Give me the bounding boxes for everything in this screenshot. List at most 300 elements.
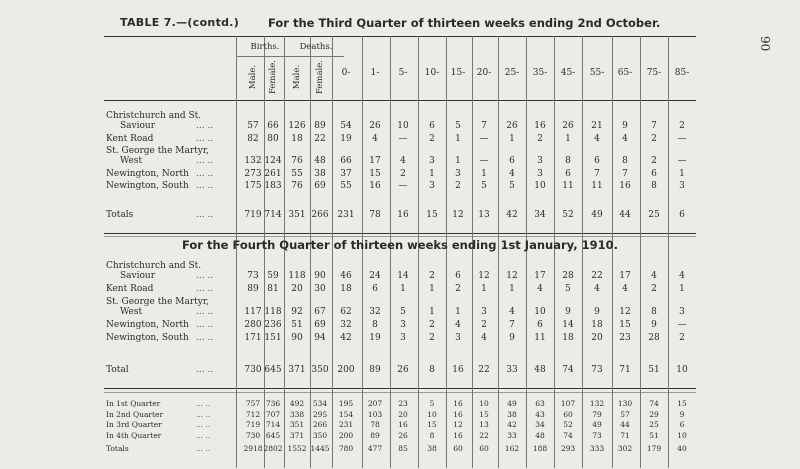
table-cell: 8: [429, 365, 435, 375]
table-cell: 38: [427, 444, 437, 453]
age-header: 25-: [504, 68, 520, 78]
table-cell: 89: [369, 365, 381, 375]
table-cell: 371: [288, 365, 306, 375]
table-cell: 10: [534, 307, 546, 317]
table-title: TABLE 7.—(contd.): [120, 16, 240, 29]
table-cell: 118: [288, 271, 306, 281]
row-label: West ... ..: [120, 156, 214, 166]
table-cell: 200: [337, 365, 355, 375]
table-subtitle: For the Third Quarter of thirteen weeks ending 2nd October.: [268, 16, 661, 30]
table-cell: 60: [453, 444, 463, 453]
age-header: 75-: [646, 68, 662, 78]
table-cell: 14: [397, 271, 409, 281]
table-cell: 18: [591, 320, 603, 330]
table-cell: 1: [509, 284, 515, 294]
table-cell: 3: [429, 156, 435, 166]
table-cell: 295: [312, 409, 328, 419]
table-cell: 4: [509, 307, 515, 317]
leader-dots: ... ..: [196, 181, 214, 191]
table-cell: 183: [264, 181, 282, 191]
table-cell: 5: [455, 121, 461, 131]
table-cell: 6: [651, 168, 657, 179]
table-cell: 26: [397, 365, 409, 375]
row-label: Newington, North ... ..: [106, 168, 214, 179]
table-cell: 16: [534, 121, 546, 131]
table-cell: 78: [369, 210, 381, 220]
table-cell: 351: [289, 420, 305, 429]
table-cell: 74: [649, 399, 659, 408]
table-cell: 236: [264, 320, 282, 330]
table-cell: 3: [481, 307, 487, 317]
table-cell: 22: [591, 271, 603, 281]
table-cell: 714: [265, 420, 281, 429]
table-cell: 3: [537, 156, 543, 166]
row-label: Saviour ... ..: [120, 271, 214, 281]
table-cell: 3: [455, 333, 461, 343]
leader-dots: ... ..: [196, 420, 211, 429]
rule-summary-top-2: [104, 392, 696, 393]
table-cell: 4: [537, 284, 543, 294]
table-cell: 350: [311, 365, 329, 375]
table-cell: 55: [291, 168, 303, 179]
table-cell: 7: [651, 121, 657, 131]
table-cell: 66: [267, 121, 279, 131]
table-cell: 10: [677, 430, 687, 440]
table-cell: —: [479, 133, 489, 144]
row-label: Christchurch and St.: [106, 111, 202, 121]
table-cell: 333: [589, 444, 605, 453]
table-cell: 4: [622, 133, 628, 144]
table-cell: 3: [455, 168, 461, 179]
row-label: West ... ..: [120, 307, 214, 317]
table-cell: 293: [560, 444, 576, 453]
table-cell: 10: [676, 365, 688, 375]
table-cell: 54: [340, 121, 352, 131]
table-cell: 4: [400, 156, 406, 166]
leader-dots: ... ..: [196, 333, 214, 343]
table-cell: 89: [314, 121, 326, 131]
table-cell: 6: [429, 121, 435, 131]
leader-dots: ... ..: [196, 271, 214, 281]
table-cell: 28: [562, 271, 574, 281]
table-cell: 15: [677, 399, 687, 408]
table-cell: —: [677, 320, 687, 330]
table-cell: 26: [562, 121, 574, 131]
table-cell: 1: [481, 168, 487, 179]
table-cell: 17: [619, 271, 631, 281]
table-cell: 52: [563, 420, 573, 429]
row-label: Saviour ... ..: [120, 121, 214, 131]
table-cell: 34: [534, 210, 546, 220]
table-cell: 2: [429, 333, 435, 343]
table-cell: 38: [507, 409, 517, 419]
leader-dots: ... ..: [196, 156, 214, 166]
table-cell: 60: [479, 444, 489, 453]
table-cell: 351: [288, 210, 306, 220]
table-cell: 89: [370, 430, 380, 440]
table-cell: 714: [264, 210, 282, 220]
age-header: 85-: [674, 68, 690, 78]
table-cell: 1: [679, 284, 685, 294]
age-header: 65-: [617, 68, 633, 78]
row-label: Newington, South ... ..: [106, 181, 214, 191]
table-cell: 51: [291, 320, 303, 330]
table-cell: 4: [455, 320, 461, 330]
table-cell: 2: [429, 320, 435, 330]
sex-header: Male.: [248, 64, 258, 90]
table-cell: 7: [594, 168, 600, 179]
table-cell: 21: [591, 121, 603, 131]
row-label: In 2nd Quarter ... ..: [106, 409, 211, 419]
table-cell: 3: [429, 181, 435, 191]
table-cell: 55: [340, 181, 352, 191]
table-cell: 6: [594, 156, 600, 166]
table-cell: —: [398, 133, 408, 144]
table-cell: 8: [622, 156, 628, 166]
leader-dots: ... ..: [196, 399, 211, 408]
table-cell: 4: [372, 133, 378, 144]
table-cell: 154: [338, 409, 354, 419]
table-cell: 1: [481, 284, 487, 294]
table-cell: 371: [289, 430, 305, 440]
table-cell: 20: [291, 284, 303, 294]
deaths-header: Deaths.: [299, 42, 333, 52]
leader-dots: ... ..: [196, 210, 214, 220]
table-cell: 6: [509, 156, 515, 166]
table-cell: 66: [340, 156, 352, 166]
table-cell: 19: [340, 133, 352, 144]
row-label: Christchurch and St.: [106, 261, 202, 271]
table-cell: 350: [312, 430, 328, 440]
table-cell: 94: [314, 333, 326, 343]
row-label: St. George the Martyr,: [106, 146, 210, 156]
table-cell: 1: [455, 307, 461, 317]
table-cell: 18: [562, 333, 574, 343]
table-cell: 30: [314, 284, 326, 294]
table-cell: 19: [369, 333, 381, 343]
table-cell: 16: [453, 409, 463, 419]
table-cell: 302: [617, 444, 633, 453]
table-cell: 9: [509, 333, 515, 343]
table-cell: 59: [267, 271, 279, 281]
table-cell: 48: [535, 430, 545, 440]
table-cell: 3: [679, 181, 685, 191]
table-cell: 52: [562, 210, 574, 220]
table-cell: 273: [244, 168, 262, 179]
table-cell: 1: [679, 168, 685, 179]
table-cell: 51: [649, 430, 659, 440]
table-cell: 60: [563, 409, 573, 419]
table-cell: 4: [651, 271, 657, 281]
table-cell: 32: [340, 320, 352, 330]
table-cell: 92: [291, 307, 303, 317]
table-cell: 5: [509, 181, 515, 191]
table-cell: 80: [267, 133, 279, 144]
table-cell: 16: [369, 181, 381, 191]
table-cell: 6: [679, 210, 685, 220]
table-cell: 1: [429, 284, 435, 294]
table-cell: 44: [620, 420, 630, 429]
table-cell: 8: [372, 320, 378, 330]
age-header: 1-: [370, 68, 380, 78]
table-cell: 266: [312, 420, 328, 429]
table-cell: 9: [594, 307, 600, 317]
table-cell: 117: [244, 307, 262, 317]
table-cell: 11: [562, 181, 574, 191]
table-cell: 49: [591, 210, 603, 220]
row-label: Total ... ..: [106, 365, 214, 375]
leader-dots: ... ..: [196, 320, 214, 330]
rule-section2-top-2: [104, 236, 696, 237]
table-cell: 4: [594, 284, 600, 294]
row-label: In 3rd Quarter ... ..: [106, 420, 211, 429]
table-cell: 534: [312, 399, 328, 408]
table-cell: 162: [504, 444, 520, 453]
table-cell: 69: [314, 181, 326, 191]
table-cell: 492: [289, 399, 305, 408]
table-cell: 46: [340, 271, 352, 281]
table-cell: 736: [265, 399, 281, 408]
table-cell: 40: [677, 444, 687, 453]
table-cell: 22: [479, 430, 489, 440]
table-cell: 151: [264, 333, 282, 343]
table-cell: 81: [267, 284, 279, 294]
table-cell: 6: [537, 320, 543, 330]
table-cell: 261: [264, 168, 282, 179]
page-number: 90: [758, 36, 772, 52]
table-cell: 78: [370, 420, 380, 429]
table-cell: 231: [337, 210, 355, 220]
table-cell: 12: [506, 271, 518, 281]
leader-dots: ... ..: [196, 133, 214, 144]
age-header: 15-: [450, 68, 466, 78]
table-cell: 757: [245, 399, 261, 408]
table-cell: 37: [340, 168, 352, 179]
table-cell: 23: [619, 333, 631, 343]
table-cell: 48: [314, 156, 326, 166]
age-header: 10-: [424, 68, 440, 78]
table-cell: 4: [481, 333, 487, 343]
table-cell: —: [677, 133, 687, 144]
table-cell: 43: [535, 409, 545, 419]
table-cell: 5: [429, 399, 435, 408]
table-cell: 16: [453, 430, 463, 440]
table-cell: 15: [369, 168, 381, 179]
table-cell: 200: [338, 430, 354, 440]
table-cell: 62: [340, 307, 352, 317]
rule-top: [104, 36, 696, 37]
rule-header-bottom: [104, 100, 696, 101]
table-cell: 49: [507, 399, 517, 408]
table-cell: 13: [479, 420, 489, 429]
table-cell: 3: [679, 307, 685, 317]
table-cell: 67: [314, 307, 326, 317]
leader-dots: ... ..: [196, 409, 211, 419]
table-cell: 188: [532, 444, 548, 453]
table-cell: 179: [646, 444, 662, 453]
table-cell: 34: [535, 420, 545, 429]
row-label: Kent Road ... ..: [106, 284, 214, 294]
births-header: Births.: [250, 42, 280, 52]
table-cell: 8: [565, 156, 571, 166]
table-cell: 130: [617, 399, 633, 408]
table-cell: 2: [481, 320, 487, 330]
table-cell: 57: [620, 409, 630, 419]
table-cell: 707: [265, 409, 281, 419]
row-label: Totals ... ..: [106, 210, 214, 220]
table-cell: 2: [429, 271, 435, 281]
table-cell: 7: [622, 168, 628, 179]
table-cell: 10: [479, 399, 489, 408]
table-cell: 231: [338, 420, 354, 429]
table-cell: 10: [427, 409, 437, 419]
table-cell: 730: [244, 365, 262, 375]
age-header: 20-: [476, 68, 492, 78]
table-cell: 2: [400, 168, 406, 179]
leader-dots: ... ..: [196, 430, 211, 440]
table-cell: 17: [369, 156, 381, 166]
table-cell: 645: [264, 365, 282, 375]
table-cell: 16: [398, 420, 408, 429]
table-cell: 9: [622, 121, 628, 131]
table-cell: 132: [589, 399, 605, 408]
age-header: 45-: [560, 68, 576, 78]
table-cell: 2: [679, 121, 685, 131]
row-label: In 4th Quarter ... ..: [106, 430, 211, 440]
table-cell: 33: [507, 430, 517, 440]
row-label: Kent Road ... ..: [106, 133, 214, 144]
table-cell: 10: [534, 181, 546, 191]
age-header: 5-: [398, 68, 408, 78]
table-cell: 132: [244, 156, 262, 166]
table-cell: 26: [506, 121, 518, 131]
table-cell: 719: [244, 210, 262, 220]
leader-dots: ... ..: [196, 307, 214, 317]
table-cell: 42: [340, 333, 352, 343]
table-cell: 9: [651, 320, 657, 330]
age-header: 55-: [589, 68, 605, 78]
table-cell: 2: [679, 333, 685, 343]
table-cell: 171: [244, 333, 262, 343]
table-cell: 63: [535, 399, 545, 408]
table-cell: 33: [506, 365, 518, 375]
table-cell: 1: [509, 133, 515, 144]
table-cell: 2: [651, 133, 657, 144]
table-cell: 6: [679, 420, 685, 429]
table-cell: 90: [314, 271, 326, 281]
age-header: 0-: [341, 68, 351, 78]
table-cell: 71: [620, 430, 630, 440]
table-cell: 14: [562, 320, 574, 330]
row-label: Newington, South ... ..: [106, 333, 214, 343]
table-cell: 477: [367, 444, 383, 453]
table-cell: 22: [478, 365, 490, 375]
table-cell: 18: [291, 133, 303, 144]
table-cell: 645: [265, 430, 281, 440]
table-cell: 16: [397, 210, 409, 220]
table-cell: 90: [291, 333, 303, 343]
table-cell: 15: [427, 420, 437, 429]
table-cell: 15: [619, 320, 631, 330]
table-cell: 73: [591, 365, 603, 375]
table-cell: 2: [537, 133, 543, 144]
table-cell: 57: [247, 121, 259, 131]
table-cell: 76: [291, 181, 303, 191]
table-cell: 29: [649, 409, 659, 419]
table-cell: 25: [649, 420, 659, 429]
table-cell: 1: [565, 133, 571, 144]
table-cell: 12: [478, 271, 490, 281]
table-cell: 2: [455, 284, 461, 294]
table-cell: 16: [452, 365, 464, 375]
table-cell: 338: [289, 409, 305, 419]
table-cell: 5: [481, 181, 487, 191]
table-cell: 6: [455, 271, 461, 281]
table-cell: 124: [264, 156, 282, 166]
table-cell: 10: [397, 121, 409, 131]
table-cell: 207: [367, 399, 383, 408]
table-cell: 2918: [243, 444, 263, 453]
table-cell: 82: [247, 133, 259, 144]
table-cell: 195: [338, 399, 354, 408]
table-cell: —: [677, 156, 687, 166]
rule-section2-top: [104, 233, 696, 234]
table-cell: 17: [534, 271, 546, 281]
table-cell: 1: [455, 156, 461, 166]
table-cell: 9: [679, 409, 685, 419]
table-cell: 28: [648, 333, 660, 343]
table-cell: 8: [651, 181, 657, 191]
table-cell: —: [398, 181, 408, 191]
table-cell: 74: [563, 430, 573, 440]
table-cell: 2802: [263, 444, 283, 453]
row-label: In 1st Quarter ... ..: [106, 399, 211, 408]
table-cell: 23: [398, 399, 408, 408]
table-cell: 4: [594, 133, 600, 144]
table-cell: 49: [592, 420, 602, 429]
column-rule: [236, 36, 237, 468]
row-label: Newington, North ... ..: [106, 320, 214, 330]
table-cell: 11: [591, 181, 603, 191]
leader-dots: ... ..: [196, 284, 214, 294]
table-cell: 85: [398, 444, 408, 453]
table-cell: 12: [452, 210, 464, 220]
table-cell: 13: [478, 210, 490, 220]
table-cell: 1: [455, 133, 461, 144]
table-cell: 780: [338, 444, 354, 453]
table-cell: 1: [400, 284, 406, 294]
table-cell: 3: [400, 333, 406, 343]
table-cell: 7: [481, 121, 487, 131]
table-cell: 38: [314, 168, 326, 179]
table-cell: 6: [565, 168, 571, 179]
table-cell: 2: [455, 181, 461, 191]
table-cell: 48: [534, 365, 546, 375]
table-cell: 71: [619, 365, 631, 375]
table-cell: 42: [506, 210, 518, 220]
rule-summary-top: [104, 388, 696, 389]
leader-dots: ... ..: [196, 168, 214, 179]
table-cell: 280: [244, 320, 262, 330]
table-cell: 266: [311, 210, 329, 220]
table-cell: 103: [367, 409, 383, 419]
leader-dots: ... ..: [196, 365, 214, 375]
table-cell: 8: [429, 430, 435, 440]
table-cell: 15: [426, 210, 438, 220]
table-cell: 8: [651, 307, 657, 317]
table-cell: 2: [651, 156, 657, 166]
table-cell: 3: [400, 320, 406, 330]
